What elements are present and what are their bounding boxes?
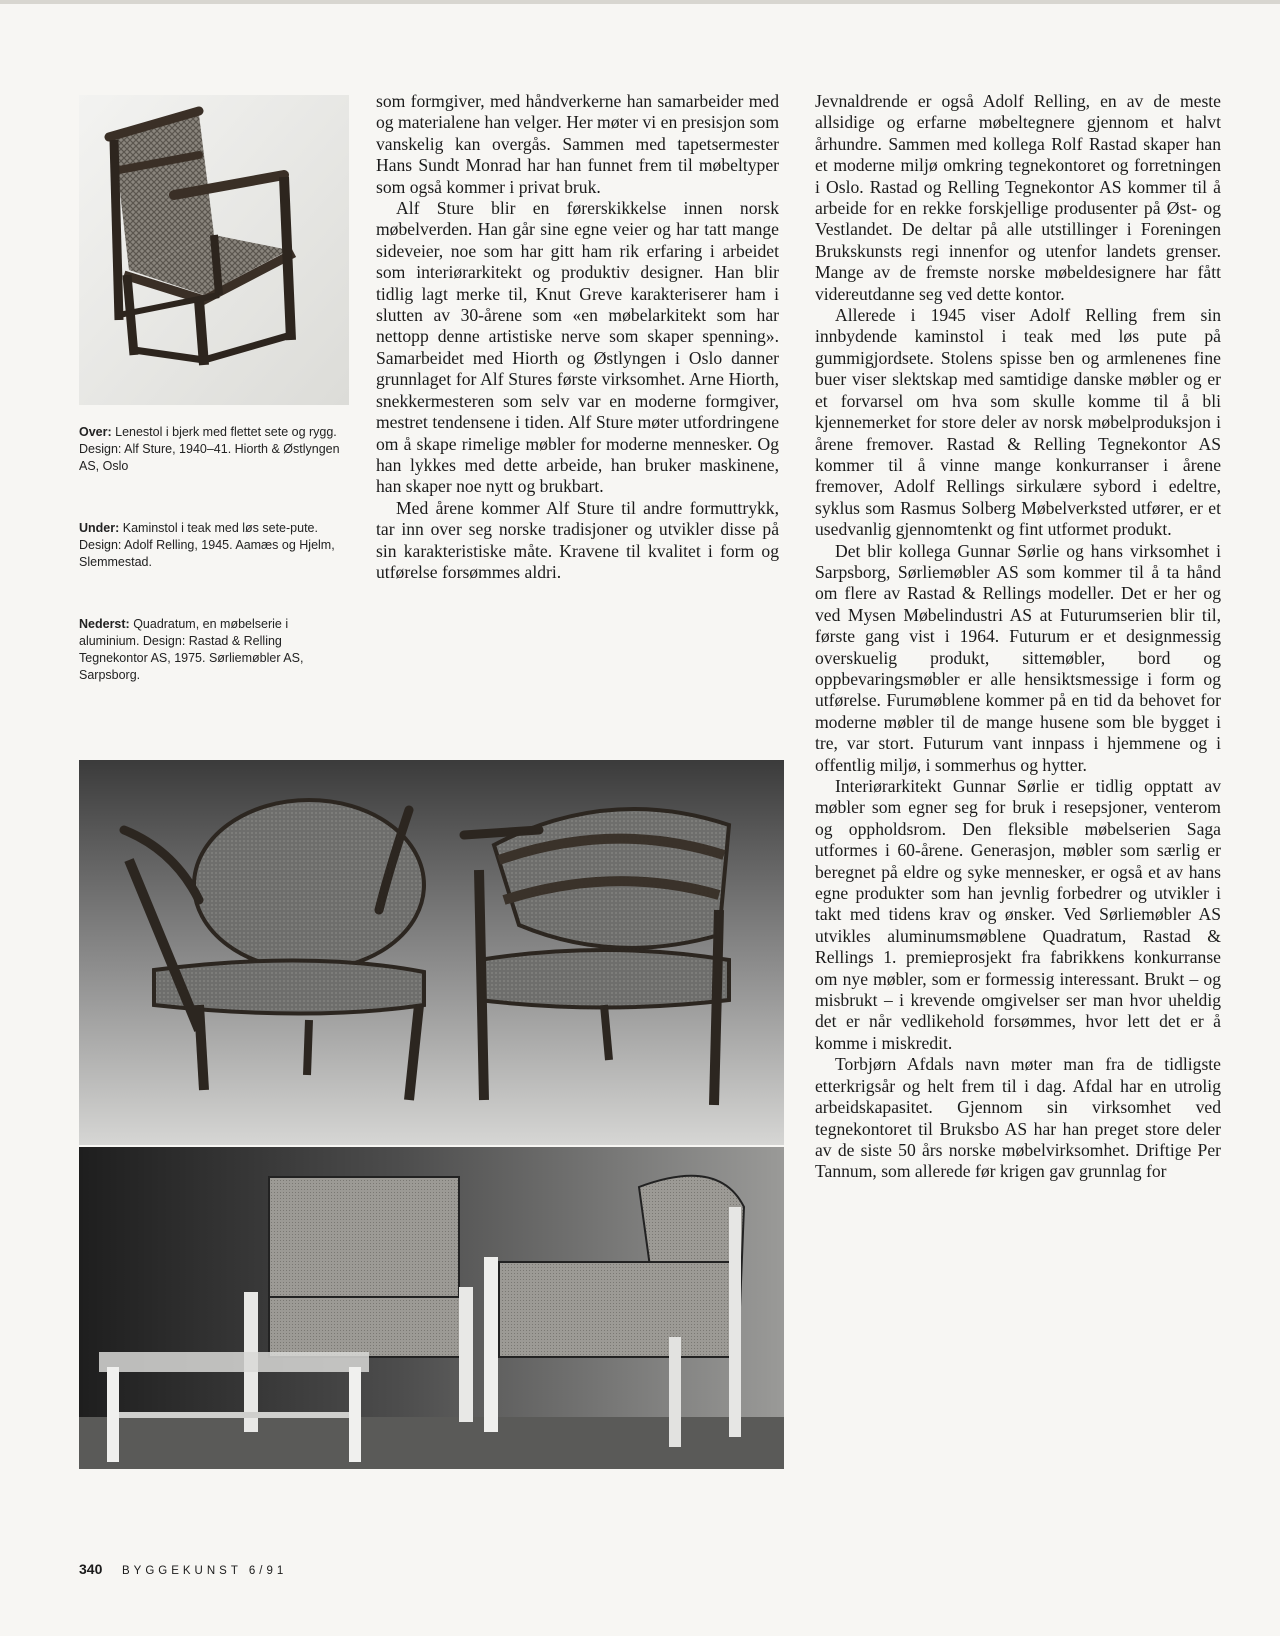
caption-over-label: Over: bbox=[79, 425, 112, 439]
page-number: 340 bbox=[79, 1561, 103, 1577]
fireside-chairs-illustration bbox=[79, 760, 784, 1145]
caption-nederst-text: Quadratum, en møbelserie i aluminium. Design: Rastad & Relling Tegnekontor AS, 1975. Sørliemøbler AS, Sarpsborg. bbox=[79, 617, 304, 682]
photo-armchair-birch bbox=[79, 95, 349, 405]
caption-under-text: Kaminstol i teak med løs sete-pute. Design: Adolf Relling, 1945. Aamæs og Hjelm, Slemmestad. bbox=[79, 521, 335, 569]
photo-quadratum-series bbox=[79, 1147, 784, 1469]
caption-over-text: Lenestol i bjerk med flettet sete og rygg. Design: Alf Sture, 1940–41. Hiorth & Østlyngen AS, Oslo bbox=[79, 425, 340, 473]
paragraph: Med årene kommer Alf Sture til andre formuttrykk, tar inn over seg norske tradisjoner og utvikler disse på sin karakteristiske måte. Kravene til kvalitet i form og utførelse forsømmes aldri. bbox=[376, 497, 779, 582]
paragraph: Allerede i 1945 viser Adolf Relling frem sin innbydende kaminstol i teak med løs pute på gummigjordsete. Stolens spisse ben og armlenenes fine buer viser slektskap med samtidige danske møbler og er et forvarsel om hva som skulle komme til å bli kjennemerket for store deler av norsk møbelproduksjon i årene fremover. Rastad & Relling Tegnekontor AS kommer til å vinne mange konkurranser i årene fremover, Adolf Rellings sirkulære sybord i edeltre, syklus som Rasmus Solberg Møbelverksted utfører, er et usedvanlig gjennomtenkt og fint utformet produkt. bbox=[815, 305, 1221, 540]
text-column-middle bbox=[376, 91, 779, 583]
magazine-issue: BYGGEKUNST 6/91 bbox=[121, 1565, 288, 1577]
paragraph: Alf Sture blir en førerskikkelse innen norsk møbelverden. Han går sine egne veier og har tatt mange sideveier, noe som har gitt ham rik erfaring i arbeidet som interiørarkitekt og produktiv designer. Han blir tidlig lagt merke til, Knut Greve karakteriserer ham i slutten av 30-årene som «en møbelarkitekt som har nettopp denne artistiske nerve som skaper spenning». Samarbeidet med Hiorth og Østlyngen i Oslo danner grunnlaget for Alf Stures første virksomhet. Arne Hiorth, snekkermesteren som selv var en moderne formgiver, mestret tendensene i tiden. Alf Sture møter utfordringene om å skape rimelige møbler for moderne mennesker. Og han lykkes med dette arbeide, han bruker maskinene, han skaper noe nytt og brukbart. bbox=[376, 198, 779, 497]
page-footer bbox=[79, 1561, 287, 1577]
photo-fireside-chairs bbox=[79, 760, 784, 1145]
paragraph: som formgiver, med håndverkerne han samarbeider med og materialene han velger. Her møter vi en presisjon som vanskelig kan overgås. Sammen med tapetsermester Hans Sundt Monrad har han funnet frem til møbeltyper som også kommer i privat bruk. bbox=[376, 91, 779, 197]
top-rule bbox=[0, 0, 1280, 4]
paragraph: Interiørarkitekt Gunnar Sørlie er tidlig opptatt av møbler som egner seg for bruk i resepsjoner, venterom og oppholdsrom. Den fleksible møbelserien Saga utformes i 60-årene. Generasjon, møbler som særlig er beregnet på eldre og syke mennesker, er også et av hans egne produkter som han jevnlig forbedrer og utvikler i takt med tidens krav og ønsker. Ved Sørliemøbler AS utvikles aluminumsmøblene Quadratum, Rastad & Rellings 1. premieprosjekt fra fabrikkens konkurranse om nye møbler, som er formessig interessant. Brukt – og misbrukt – i krevende omgivelser ser man hvor uheldig det er når vedlikehold forsømmes, hvor lett det er å komme i miskredit. bbox=[815, 776, 1221, 1053]
caption-nederst bbox=[79, 616, 347, 684]
caption-over bbox=[79, 424, 347, 475]
paragraph: Torbjørn Afdals navn møter man fra de tidligste etterkrigsår og helt frem til i dag. Afdal har en utrolig arbeidskapasitet. Gjennom sin virksomhet ved tegnekontoret til Bruksbo AS har han preget store deler av de siste 50 års norske møbelvirksomhet. Driftige Per Tannum, som allerede før krigen gav grunnlag for bbox=[815, 1054, 1221, 1182]
paragraph: Jevnaldrende er også Adolf Relling, en av de meste allsidige og erfarne møbeltegnere gjennom et halvt århundre. Sammen med kollega Rolf Rastad skaper han et moderne miljø omkring tegnekontoret og forretningen i Oslo. Rastad og Relling Tegnekontor AS kommer til å arbeide for en rekke forskjellige produsenter på Øst- og Vestlandet. De deltar på alle utstillinger i Foreningen Brukskunsts regi innenfor og utenfor landets grenser. Mange av de fremste norske møbeldesignere har fått videreutdanne seg ved dette kontor. bbox=[815, 91, 1221, 304]
paragraph: Det blir kollega Gunnar Sørlie og hans virksomhet i Sarpsborg, Sørliemøbler AS som kommer til å ta hånd om flere av Rastad & Rellings modeller. Det er her og ved Mysen Møbelindustri AS at Futurumserien blir til, første gang vist i 1964. Futurum er et designmessig overskuelig produkt, sittemøbler, bord og oppbevaringsmøbler er alle hensiktsmessige i form og utførelse. Furumøblene kommer på en tid da behovet for moderne møbler til de mange husene som ble bygget i tre, var stort. Futurum vant innpass i hjemmene og i offentlig miljø, i sommerhus og hytter. bbox=[815, 540, 1221, 775]
caption-nederst-label: Nederst: bbox=[79, 617, 130, 631]
armchair-illustration bbox=[79, 95, 349, 405]
text-column-right bbox=[815, 91, 1221, 1183]
caption-under-label: Under: bbox=[79, 521, 120, 535]
quadratum-illustration bbox=[79, 1147, 784, 1469]
caption-column bbox=[79, 424, 347, 729]
caption-under bbox=[79, 520, 347, 571]
